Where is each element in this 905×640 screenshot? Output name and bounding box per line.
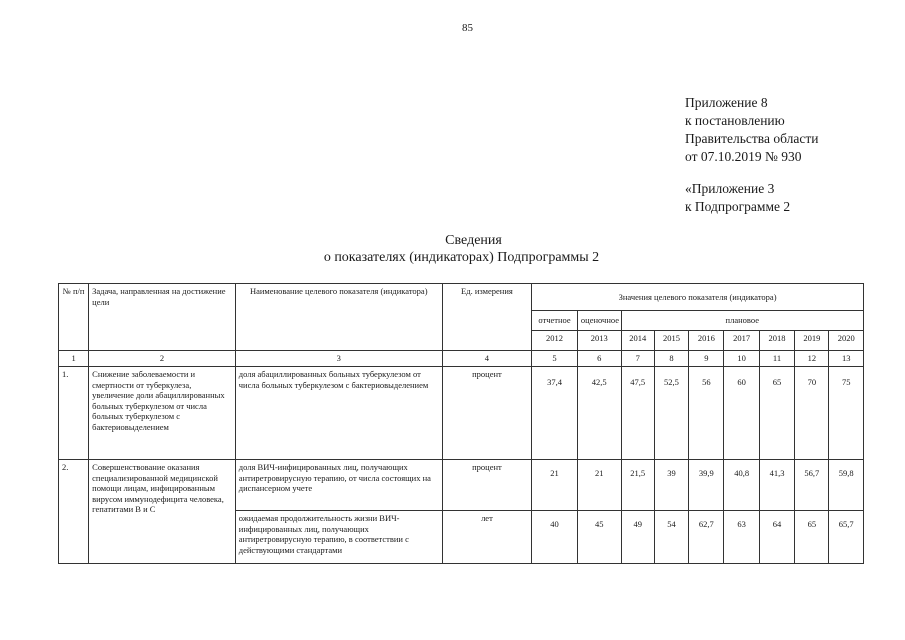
value-cell: 39,9 xyxy=(689,460,724,511)
value-cell: 62,7 xyxy=(689,511,724,564)
value-cell: 49 xyxy=(621,511,654,564)
row-number: 1. xyxy=(59,367,89,460)
year-cell: 2012 xyxy=(532,331,578,351)
value-cell: 63 xyxy=(724,511,759,564)
row-task: Совершенствование оказания специализированной медицинской помощи лицам, инфицированным вирусом иммунодефицита человека, гепатитами В и С xyxy=(89,460,236,564)
value-cell: 70 xyxy=(795,367,829,460)
value-cell: 56,7 xyxy=(795,460,829,511)
row-unit: лет xyxy=(442,511,531,564)
column-number: 11 xyxy=(759,351,794,367)
column-number: 1 xyxy=(59,351,89,367)
row-number: 2. xyxy=(59,460,89,564)
document-title xyxy=(0,232,905,266)
value-cell: 39 xyxy=(654,460,688,511)
appendix-line: к постановлению xyxy=(685,113,785,128)
value-cell: 21 xyxy=(532,460,578,511)
column-number: 8 xyxy=(654,351,688,367)
table-row xyxy=(59,367,864,460)
header-task: Задача, направленная на достижение цели xyxy=(89,284,236,351)
row-unit: процент xyxy=(442,460,531,511)
value-cell: 37,4 xyxy=(532,367,578,460)
header-unit: Ед. измерения xyxy=(442,284,531,351)
row-indicator: доля абациллированных больных туберкулезом от числа больных туберкулезом с бактериовыделением xyxy=(235,367,442,460)
header-num: № п/п xyxy=(59,284,89,351)
value-cell: 21 xyxy=(577,460,621,511)
value-cell: 65,7 xyxy=(829,511,864,564)
title-line: о показателях (индикаторах) Подпрограммы 2 xyxy=(323,250,600,265)
year-cell: 2018 xyxy=(759,331,794,351)
header-estimated: оценочное xyxy=(577,311,621,331)
year-cell: 2017 xyxy=(724,331,759,351)
row-indicator: ожидаемая продолжительность жизни ВИЧ-инфицированных лиц, получающих антиретровирусную терапию, в соответствии с действующими стандартами xyxy=(235,511,442,564)
column-number: 3 xyxy=(235,351,442,367)
year-cell: 2015 xyxy=(654,331,688,351)
value-cell: 40,8 xyxy=(724,460,759,511)
page-number: 85 xyxy=(462,22,473,34)
header-values: Значения целевого показателя (индикатора) xyxy=(532,284,864,311)
header-planned: плановое xyxy=(621,311,863,331)
column-number: 7 xyxy=(621,351,654,367)
column-numbers-row xyxy=(59,351,864,367)
value-cell: 41,3 xyxy=(759,460,794,511)
column-number: 5 xyxy=(532,351,578,367)
column-number: 10 xyxy=(724,351,759,367)
header-indicator: Наименование целевого показателя (индикатора) xyxy=(235,284,442,351)
value-cell: 56 xyxy=(689,367,724,460)
row-unit: процент xyxy=(442,367,531,460)
value-cell: 64 xyxy=(759,511,794,564)
value-cell: 65 xyxy=(759,367,794,460)
column-number: 12 xyxy=(795,351,829,367)
value-cell: 40 xyxy=(532,511,578,564)
year-cell: 2014 xyxy=(621,331,654,351)
column-number: 2 xyxy=(89,351,236,367)
year-cell: 2020 xyxy=(829,331,864,351)
value-cell: 60 xyxy=(724,367,759,460)
row-indicator: доля ВИЧ-инфицированных лиц, получающих антиретровирусную терапию, от числа состоящих на диспансерном учете xyxy=(235,460,442,511)
column-number: 9 xyxy=(689,351,724,367)
value-cell: 45 xyxy=(577,511,621,564)
row-task: Снижение заболеваемости и смертности от туберкулеза, увеличение доли абациллированных больных туберкулезом от числа больных туберкулезом с бактериовыделением xyxy=(89,367,236,460)
appendix-line: к Подпрограмме 2 xyxy=(685,199,791,214)
value-cell: 54 xyxy=(654,511,688,564)
appendix-line: от 07.10.2019 № 930 xyxy=(685,149,802,164)
value-cell: 42,5 xyxy=(577,367,621,460)
appendix-line: «Приложение 3 xyxy=(685,181,775,196)
column-number: 13 xyxy=(829,351,864,367)
header-reported: отчетное xyxy=(532,311,578,331)
column-number: 4 xyxy=(442,351,531,367)
value-cell: 75 xyxy=(829,367,864,460)
title-line: Сведения xyxy=(445,233,502,248)
year-cell: 2016 xyxy=(689,331,724,351)
year-cell: 2013 xyxy=(577,331,621,351)
value-cell: 65 xyxy=(795,511,829,564)
appendix-line: Приложение 8 xyxy=(685,95,768,110)
appendix-block xyxy=(685,94,818,216)
value-cell: 52,5 xyxy=(654,367,688,460)
appendix-line: Правительства области xyxy=(685,131,819,146)
value-cell: 21,5 xyxy=(621,460,654,511)
table-row xyxy=(59,460,864,511)
value-cell: 59,8 xyxy=(829,460,864,511)
year-cell: 2019 xyxy=(795,331,829,351)
indicators-table xyxy=(58,283,864,564)
header-row xyxy=(59,284,864,311)
value-cell: 47,5 xyxy=(621,367,654,460)
column-number: 6 xyxy=(577,351,621,367)
